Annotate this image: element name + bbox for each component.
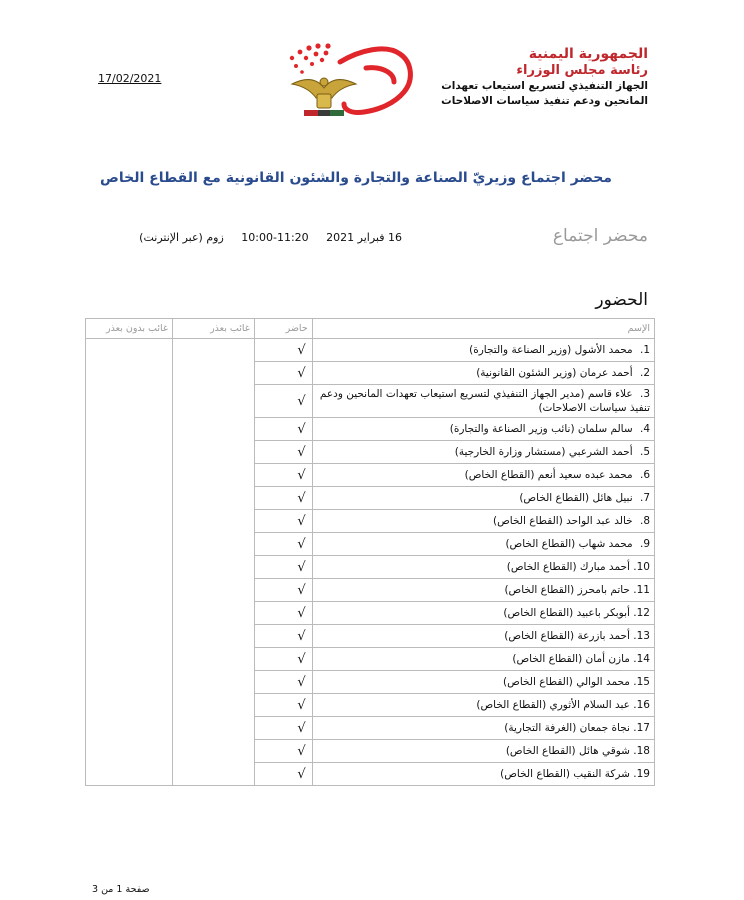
meeting-label: محضر اجتماع bbox=[552, 226, 648, 246]
row-number: 7. bbox=[639, 492, 650, 504]
row-number: 19. bbox=[633, 768, 650, 780]
row-number: 2. bbox=[639, 367, 650, 379]
present-check: √ bbox=[254, 339, 312, 362]
row-number: 13. bbox=[633, 630, 650, 642]
attendee-name bbox=[312, 418, 654, 441]
table-body bbox=[86, 339, 655, 786]
row-number: 10. bbox=[633, 561, 650, 573]
meeting-time: 11:20-10:00 bbox=[241, 231, 309, 244]
meeting-info bbox=[125, 231, 402, 244]
present-check: √ bbox=[254, 625, 312, 648]
attendee-name bbox=[312, 763, 654, 786]
meeting-place: زوم (عبر الإنترنت) bbox=[139, 231, 224, 244]
present-check: √ bbox=[254, 510, 312, 533]
attendee-label: أحمد بازرعة (القطاع الخاص) bbox=[504, 630, 630, 642]
document-title: محضر اجتماع وزيريّ الصناعة والتجارة والشئون القانونية مع القطاع الخاص bbox=[100, 170, 612, 186]
row-number: 8. bbox=[639, 515, 650, 527]
cabinet-name: رئاسة مجلس الوزراء bbox=[516, 63, 648, 78]
attendee-label: أحمد مبارك (القطاع الخاص) bbox=[506, 561, 630, 573]
row-number: 1. bbox=[639, 344, 650, 356]
row-number: 14. bbox=[633, 653, 650, 665]
attendee-label: محمد شهاب (القطاع الخاص) bbox=[505, 538, 633, 550]
attendee-name bbox=[312, 533, 654, 556]
attendee-label: مازن أمان (القطاع الخاص) bbox=[512, 653, 630, 665]
attendee-name bbox=[312, 487, 654, 510]
col-header-present: حاضر bbox=[254, 319, 312, 339]
present-check: √ bbox=[254, 464, 312, 487]
present-check: √ bbox=[254, 385, 312, 418]
present-check: √ bbox=[254, 717, 312, 740]
attendee-name bbox=[312, 339, 654, 362]
attendee-label: أبوبكر باعبيد (القطاع الخاص) bbox=[503, 607, 630, 619]
attendee-label: محمد الأشول (وزير الصناعة والتجارة) bbox=[469, 344, 633, 356]
attendee-name bbox=[312, 556, 654, 579]
letterhead bbox=[388, 46, 648, 109]
row-number: 18. bbox=[633, 745, 650, 757]
col-header-name: الإسم bbox=[312, 319, 654, 339]
agency-name-line1: الجهاز التنفيذي لتسريع استيعاب تعهدات bbox=[441, 80, 648, 92]
row-number: 6. bbox=[639, 469, 650, 481]
attendee-label: شركة النقيب (القطاع الخاص) bbox=[500, 768, 630, 780]
attendee-name bbox=[312, 464, 654, 487]
attendee-label: شوقي هائل (القطاع الخاص) bbox=[505, 745, 630, 757]
attendee-label: أحمد عرمان (وزير الشئون القانونية) bbox=[476, 367, 633, 379]
present-check: √ bbox=[254, 556, 312, 579]
present-check: √ bbox=[254, 533, 312, 556]
present-check: √ bbox=[254, 648, 312, 671]
attendee-name bbox=[312, 362, 654, 385]
agency-name-line2: المانحين ودعم تنفيذ سياسات الاصلاحات bbox=[441, 95, 648, 107]
row-number: 9. bbox=[639, 538, 650, 550]
table-row bbox=[86, 339, 655, 362]
attendee-label: سالم سلمان (نائب وزير الصناعة والتجارة) bbox=[449, 423, 633, 435]
unexcused-cell bbox=[86, 339, 173, 786]
row-number: 3. bbox=[639, 388, 650, 400]
present-check: √ bbox=[254, 740, 312, 763]
present-check: √ bbox=[254, 362, 312, 385]
attendee-label: محمد الوالي (القطاع الخاص) bbox=[503, 676, 630, 688]
row-number: 4. bbox=[639, 423, 650, 435]
present-check: √ bbox=[254, 602, 312, 625]
row-number: 16. bbox=[633, 699, 650, 711]
row-number: 12. bbox=[633, 607, 650, 619]
attendee-label: محمد عبده سعيد أنعم (القطاع الخاص) bbox=[464, 469, 633, 481]
attendee-label: علاء قاسم (مدير الجهاز التنفيذي لتسريع استيعاب تعهدات المانحين ودعم تنفيذ سياسات الاصلاحات) bbox=[319, 388, 650, 414]
attendee-name bbox=[312, 510, 654, 533]
attendee-label: عبد السلام الأثوري (القطاع الخاص) bbox=[476, 699, 630, 711]
attendee-label: نجاة جمعان (الغرفة التجارية) bbox=[504, 722, 630, 734]
attendee-name bbox=[312, 602, 654, 625]
attendee-name bbox=[312, 579, 654, 602]
attendee-label: نبيل هائل (القطاع الخاص) bbox=[519, 492, 633, 504]
attendee-name bbox=[312, 625, 654, 648]
present-check: √ bbox=[254, 579, 312, 602]
present-check: √ bbox=[254, 441, 312, 464]
attendee-name bbox=[312, 385, 654, 418]
present-check: √ bbox=[254, 694, 312, 717]
attendee-name bbox=[312, 740, 654, 763]
row-number: 11. bbox=[633, 584, 650, 596]
col-header-unexcused: غائب بدون بعذر bbox=[86, 319, 173, 339]
document-date: 17/02/2021 bbox=[98, 72, 162, 85]
present-check: √ bbox=[254, 487, 312, 510]
attendee-label: خالد عبد الواحد (القطاع الخاص) bbox=[493, 515, 633, 527]
attendee-name bbox=[312, 441, 654, 464]
attendee-name bbox=[312, 694, 654, 717]
attendee-name bbox=[312, 717, 654, 740]
attendance-table bbox=[85, 318, 655, 786]
attendee-label: أحمد الشرعبي (مستشار وزارة الخارجية) bbox=[454, 446, 633, 458]
col-header-excused: غائب بعذر bbox=[172, 319, 254, 339]
row-number: 5. bbox=[639, 446, 650, 458]
attendee-label: حاتم بامحرز (القطاع الخاص) bbox=[504, 584, 630, 596]
page-number: صفحة 1 من 3 bbox=[92, 884, 150, 895]
excused-cell bbox=[172, 339, 254, 786]
attendee-name bbox=[312, 671, 654, 694]
meeting-date: 16 فبراير 2021 bbox=[326, 231, 402, 244]
present-check: √ bbox=[254, 671, 312, 694]
attendee-name bbox=[312, 648, 654, 671]
attendance-heading: الحضور bbox=[595, 290, 648, 310]
country-name: الجمهورية اليمنية bbox=[528, 46, 648, 62]
present-check: √ bbox=[254, 763, 312, 786]
row-number: 17. bbox=[633, 722, 650, 734]
table-header-row bbox=[86, 319, 655, 339]
row-number: 15. bbox=[633, 676, 650, 688]
present-check: √ bbox=[254, 418, 312, 441]
